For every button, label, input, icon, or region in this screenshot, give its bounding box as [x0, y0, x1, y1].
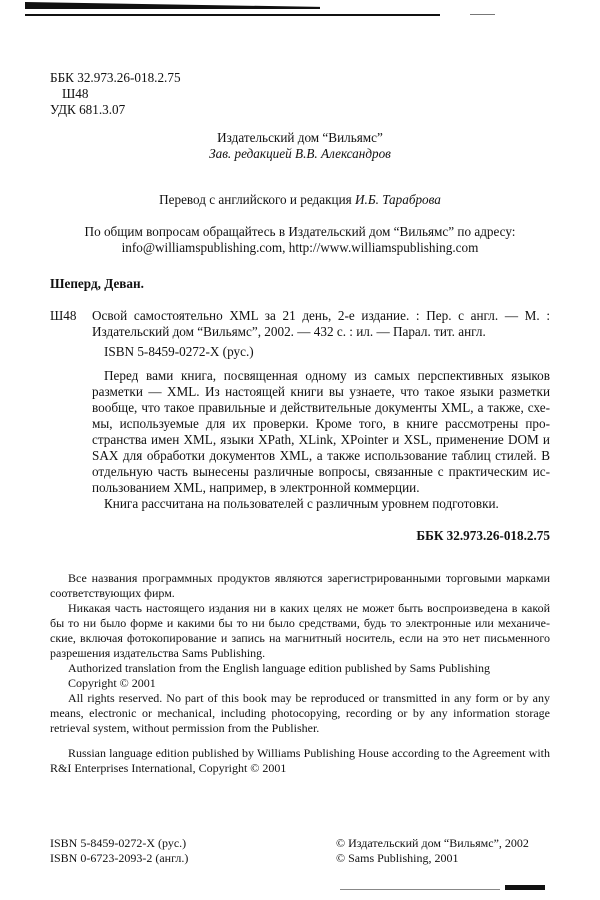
annotation-line: SAX для обработки документов XML, а также использование таблиц стилей. В — [92, 448, 550, 463]
contact-line-1: По общим вопросам обращайтесь в Издательский дом “Вильямс” по адресу: — [84, 224, 516, 239]
legal-line: соответствующих фирм. — [50, 586, 175, 600]
legal-line: All rights reserved. No part of this book may be reproduced or transmitted in any form or by any — [68, 691, 550, 705]
legal-line: Никакая часть настоящего издания ни в каких целях не может быть воспроизведена в какой — [68, 601, 550, 615]
footer-copyright-williams: © Издательский дом “Вильямс”, 2002 — [336, 836, 529, 850]
author-name: Шеперд, Деван. — [50, 276, 144, 291]
legal-line: бы то ни было форме и какими бы то ни было средствами, будь то электронные или механиче- — [50, 616, 550, 630]
annotation-line: мы, используемые для их проверки. Кроме того, в книге рассмотрены про- — [92, 416, 550, 431]
catalog-line: Издательский дом “Вильямс”, 2002. — 432 с. : ил. — Парал. тит. англ. — [92, 324, 486, 339]
editor-prefix: Зав. редакцией — [209, 146, 292, 161]
russian-edition-line: R&I Enterprises International, Copyright © 2001 — [50, 761, 287, 775]
translator-name: И.Б. Тараброва — [355, 192, 441, 207]
catalog-line: Освой самостоятельно XML за 21 день, 2-е издание. : Пер. с англ. — М. : — [92, 308, 550, 323]
editor-name: В.В. Александров — [295, 146, 391, 161]
isbn-ru: ISBN 5-8459-0272-X (рус.) — [104, 344, 254, 359]
footer-copyright-sams: © Sams Publishing, 2001 — [336, 851, 459, 865]
scan-line-bottom — [340, 889, 500, 890]
legal-line: ские, включая фотокопирование и запись на магнитный носитель, если на это нет письменного — [50, 631, 550, 645]
scan-line-top-short — [470, 14, 495, 15]
legal-line: Copyright © 2001 — [68, 676, 156, 690]
annotation-line: разметки — XML. Из настоящей книги вы узнаете, что такое языки разметки — [92, 384, 550, 399]
legal-line: retrieval system, without permission from the Publisher. — [50, 721, 320, 735]
russian-edition-line: Russian language edition published by Williams Publishing House according to the Agreement with — [68, 746, 550, 760]
annotation-line: Книга рассчитана на пользователей с различным уровнем подготовки. — [104, 496, 499, 511]
legal-line: means, electronic or mechanical, including photocopying, recording or by any information storage — [50, 706, 550, 720]
scan-edge-top — [25, 2, 320, 9]
annotation-line: Перед вами книга, посвященная одному из самых перспективных языков — [104, 368, 550, 383]
footer-isbn-en: ISBN 0-6723-2093-2 (англ.) — [50, 851, 189, 865]
udk-code: УДК 681.3.07 — [50, 102, 126, 117]
legal-line: Authorized translation from the English language edition published by Sams Publishing — [68, 661, 490, 675]
scan-mark-bottom — [505, 885, 545, 890]
scan-line-top — [25, 14, 440, 16]
annotation-line: странства имен XML, языки XPath, XLink, XPointer и XSL, применение DOM и — [92, 432, 550, 447]
editor-line — [0, 146, 600, 162]
footer-isbn-ru: ISBN 5-8459-0272-X (рус.) — [50, 836, 187, 850]
contact-line-2: info@williamspublishing.com, http://www.williamspublishing.com — [121, 240, 479, 255]
translation-prefix: Перевод с английского и редакция — [159, 192, 352, 207]
annotation-line: вообще, что такое правильные и действительные документы XML, а также, схе- — [92, 400, 550, 415]
annotation-line: отдельную часть вынесены различные вопросы, связанные с практическим ис- — [92, 464, 550, 479]
catalog-code: Ш48 — [50, 308, 77, 323]
publisher-name: Издательский дом “Вильямс” — [217, 130, 383, 145]
legal-line: Все названия программных продуктов являются зарегистрированными торговыми марками — [68, 571, 550, 585]
translation-line — [0, 192, 600, 208]
author-mark: Ш48 — [62, 86, 89, 101]
annotation-line: пользованием XML, например, в электронной коммерции. — [92, 480, 420, 495]
bbk-code: ББК 32.973.26-018.2.75 — [50, 70, 181, 85]
legal-line: разрешения издательства Sams Publishing. — [50, 646, 266, 660]
bbk-bold: ББК 32.973.26-018.2.75 — [416, 528, 550, 543]
